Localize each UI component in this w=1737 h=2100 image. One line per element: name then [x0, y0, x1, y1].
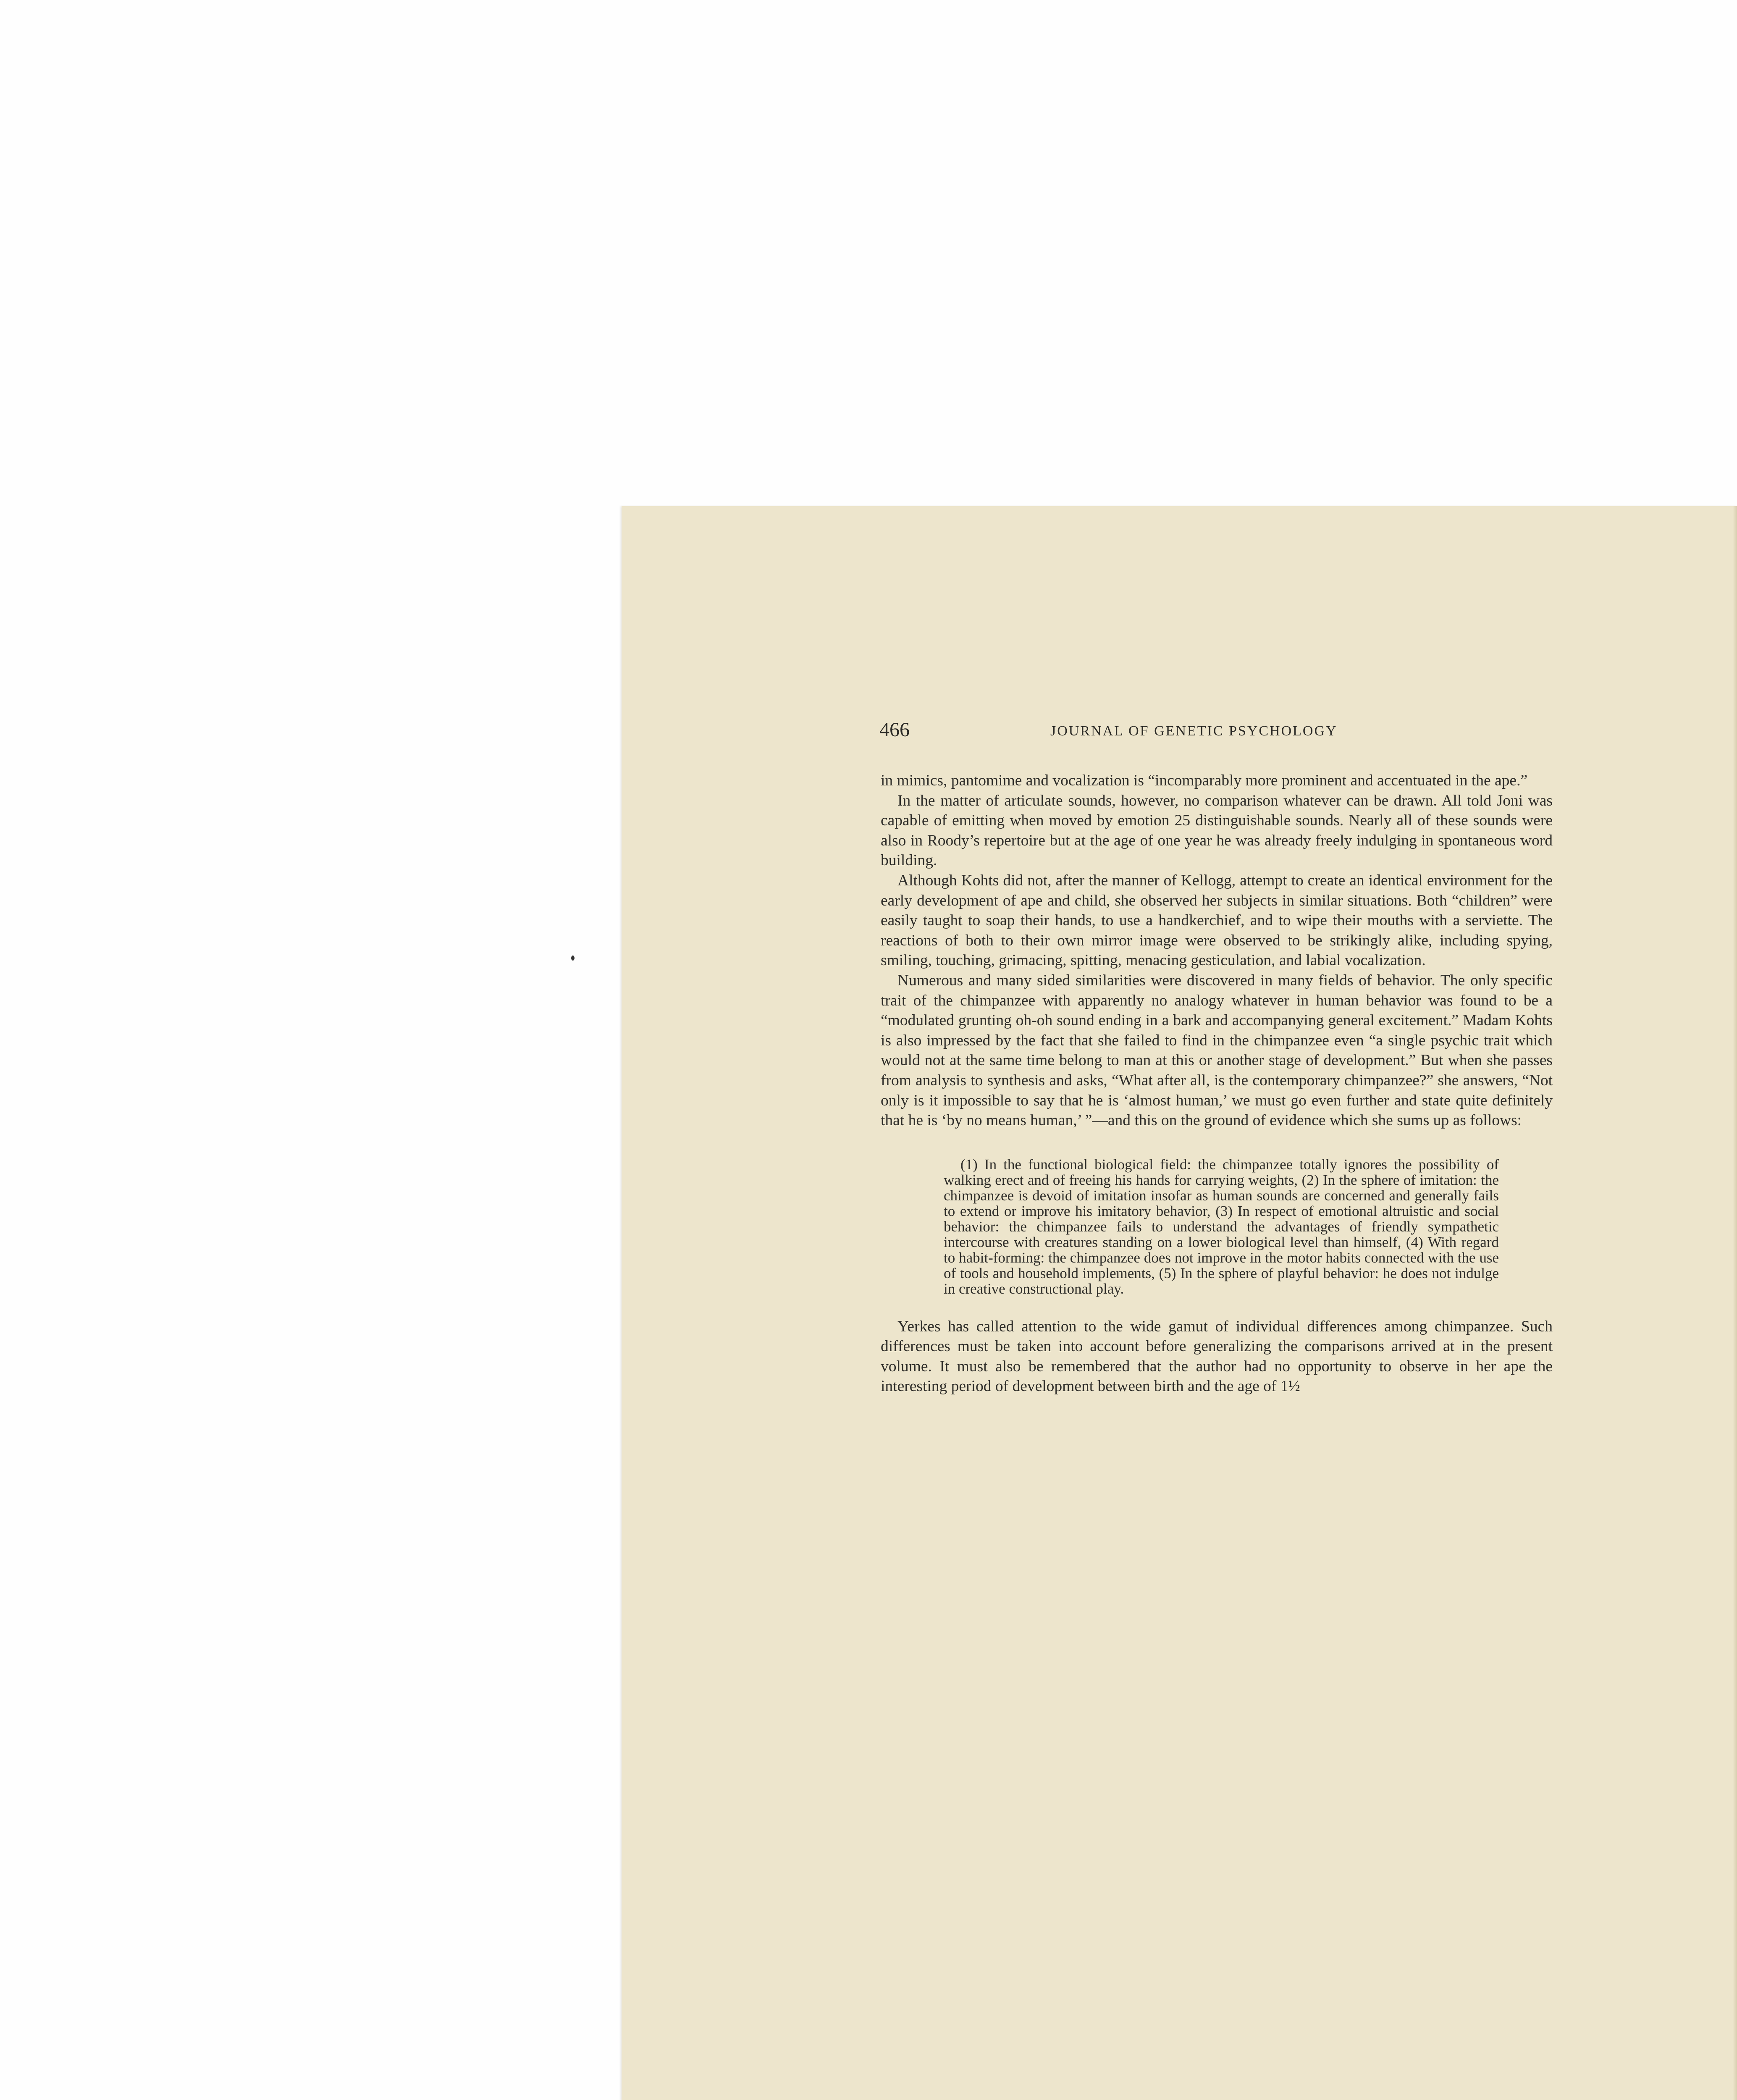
paragraph-kohts-environment: Although Kohts did not, after the manner of Kellogg, attempt to create an identical environment for the early development of ape and child, she observed her subjects in similar situations. Both “children” were easily taught to soap their hands, to use a handkerchief, and to wipe their mouths with a serviette. The reactions of both to their own mirror image were observed to be strikingly alike, including spying, smiling, touching, grimacing, spitting, menacing gesticulation, and labial vocalization.: [881, 872, 1553, 969]
ink-speck: [571, 956, 575, 961]
paragraph-continuation: in mimics, pantomime and vocalization is “incomparably more prominent and accentuated in the ape.”: [881, 772, 1528, 789]
scanned-page: [622, 506, 1737, 2100]
paragraph-articulate-sounds: In the matter of articulate sounds, however, no comparison whatever can be drawn. All told Joni was capable of emitting when moved by emotion 25 distinguishable sounds. Nearly all of these sounds were also in Roody’s repertoire but at the age of one year he was already freely indulging in spontaneous word building.: [881, 792, 1553, 869]
journal-title: JOURNAL OF GENETIC PSYCHOLOGY: [1050, 723, 1338, 739]
block-quote: (1) In the functional biological field: the chimpanzee totally ignores the possibility of walking erect and of freeing his hands for carrying weights, (2) In the sphere of imitation: the chimpanzee is devoid of imitation insofar as human sounds are concerned and generally fails to extend or improve his imitatory behavior, (3) In respect of emotional altruistic and social behavior: the chimpanzee fails to understand the advantages of friendly sympathetic intercourse with creatures standing on a lower biological level than himself, (4) With regard to habit-forming: the chimpanzee does not improve in the motor habits connected with the use of tools and household implements, (5) In the sphere of playful behavior: he does not indulge in creative constructional play.: [944, 1156, 1499, 1297]
page-number: 466: [879, 719, 910, 741]
paragraph-similarities: Numerous and many sided similarities were discovered in many fields of behavior. The only specific trait of the chimpanzee with apparently no analogy whatever in human behavior was found to be a “modulated grunting oh-oh sound ending in a bark and accompanying general excitement.” Madam Kohts is also impressed by the fact that she failed to find in the chimpanzee even “a single psychic trait which would not at the same time belong to man at this or another stage of development.” But when she passes from analysis to synthesis and asks, “What after all, is the contemporary chimpanzee?” she answers, “Not only is it impossible to say that he is ‘almost human,’ we must go even further and state quite definitely that he is ‘by no means human,’ ”—and this on the ground of evidence which she sums up as follows:: [881, 971, 1553, 1129]
article-body: [881, 771, 1553, 1396]
paragraph-yerkes: Yerkes has called attention to the wide gamut of individual differences among chimpanzee. Such differences must be taken into account before generalizing the comparisons arrived at in the present volume. It must also be remembered that the author had no opportunity to observe in her ape the interesting period of development between birth and the age of 1½: [881, 1318, 1553, 1395]
